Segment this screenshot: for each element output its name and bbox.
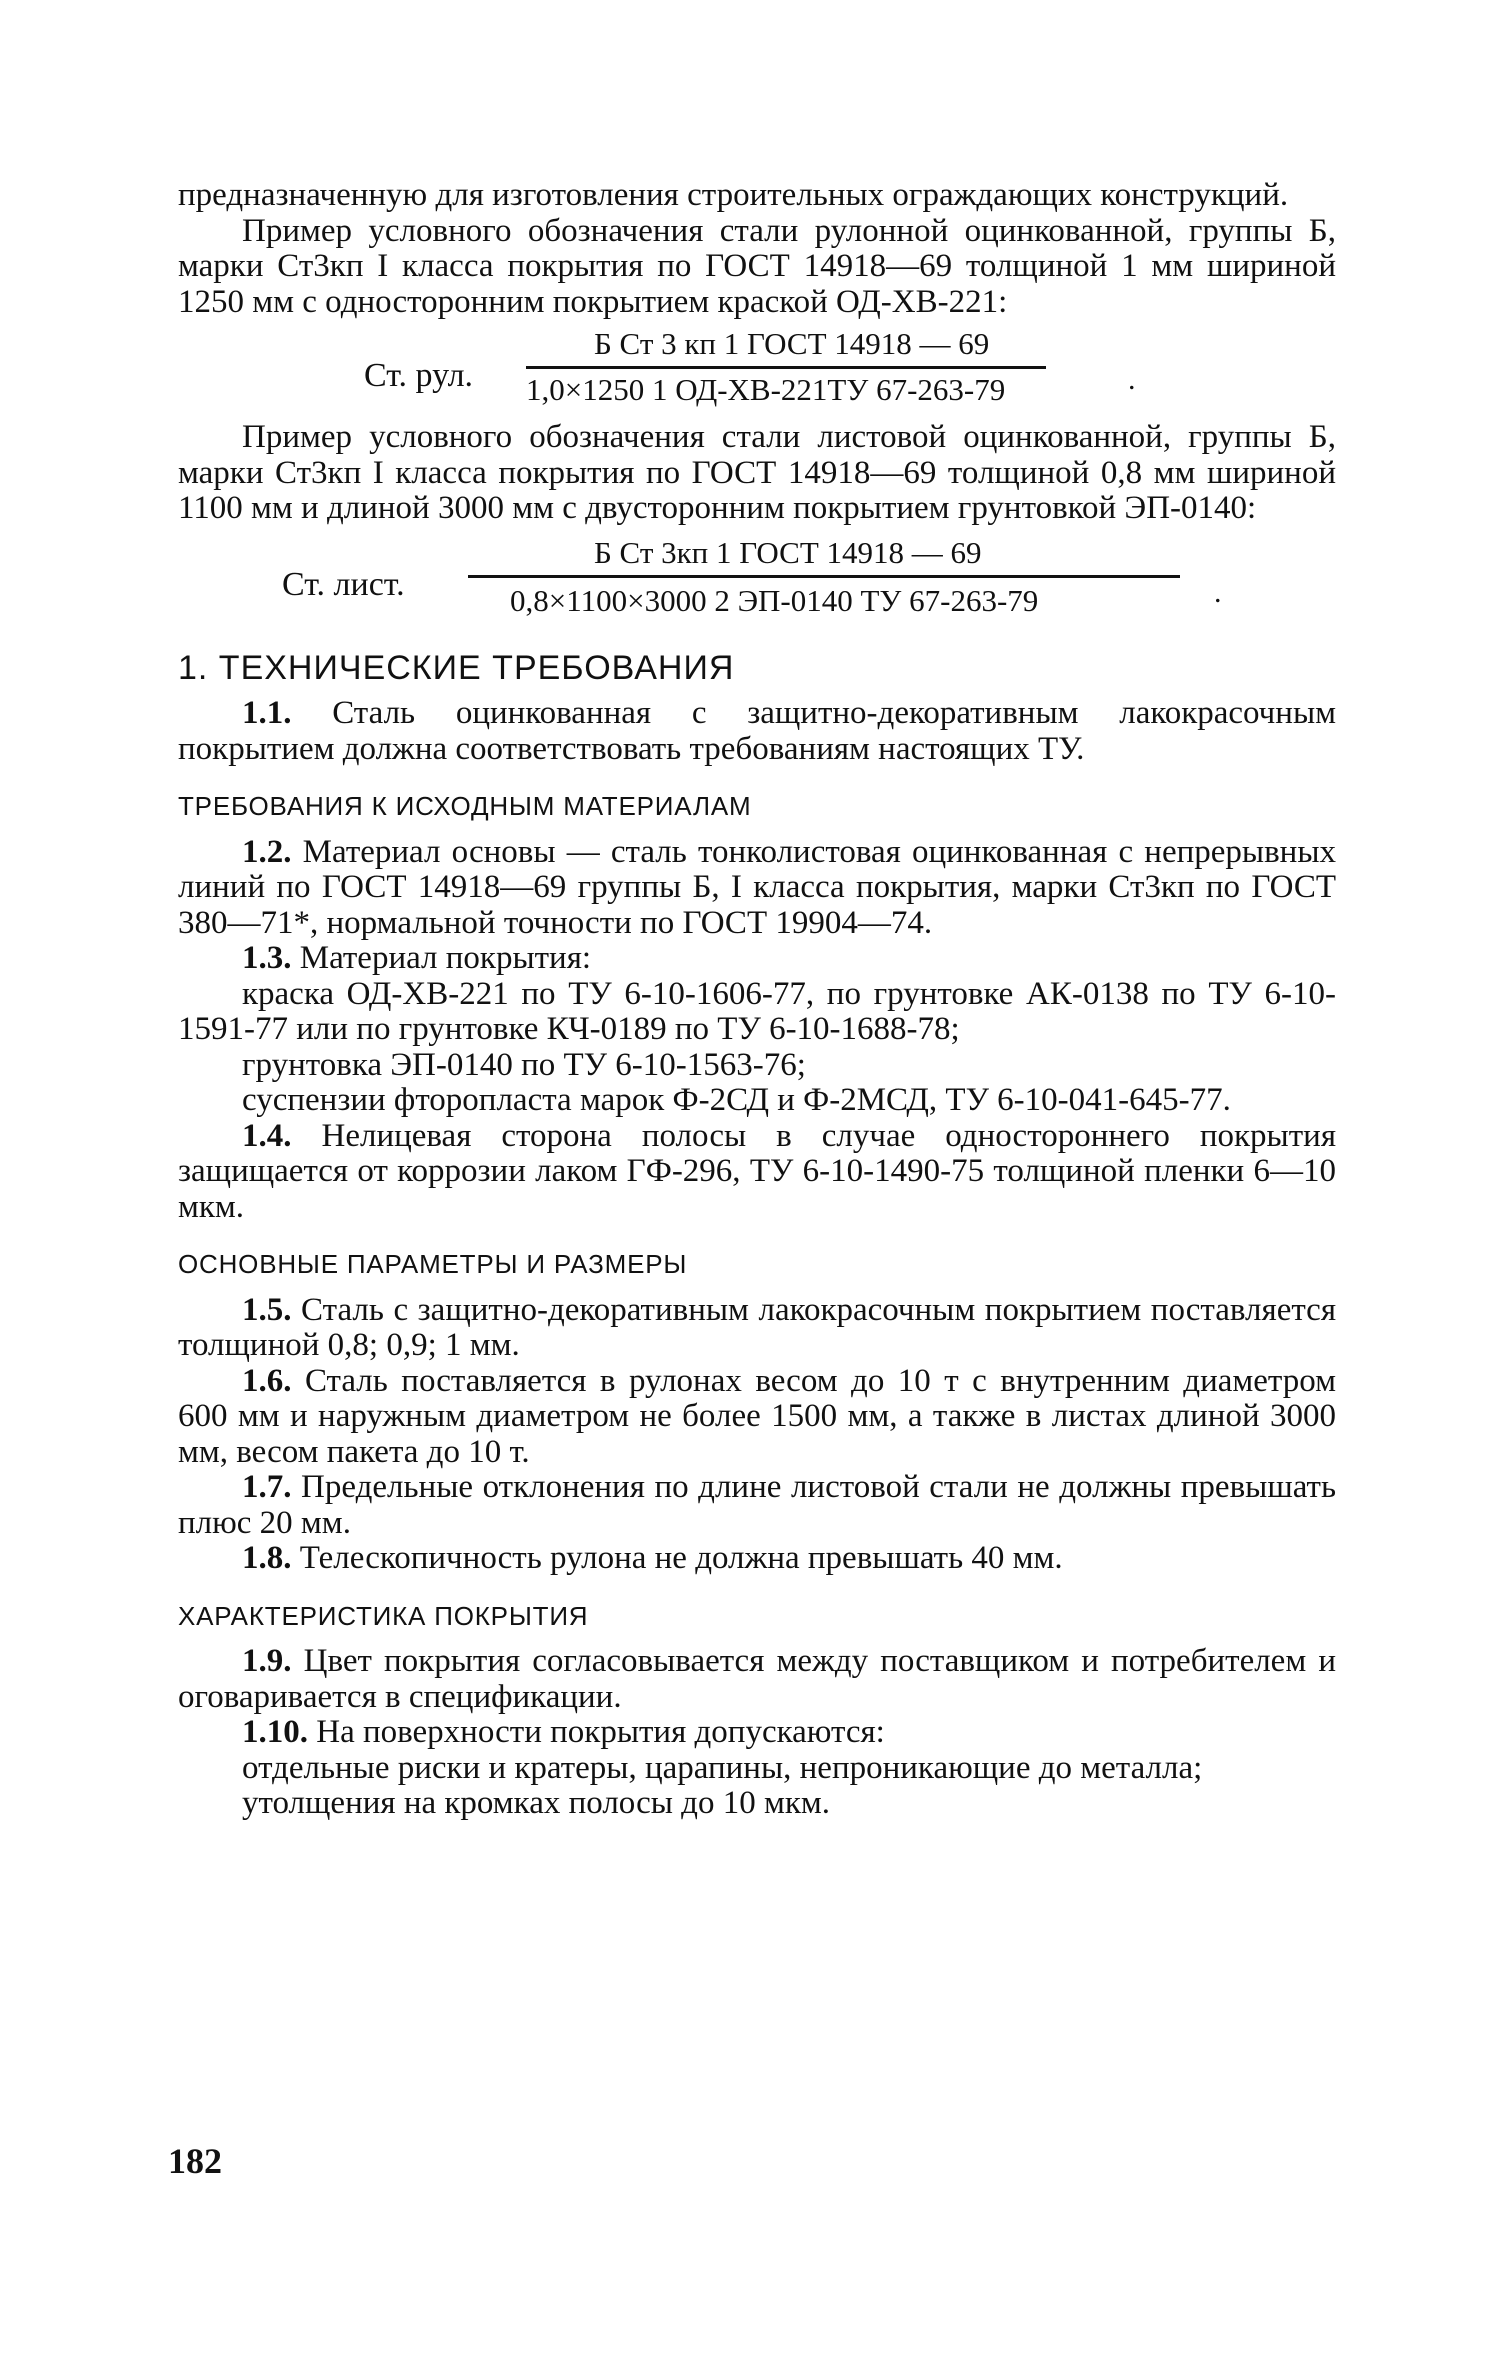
paragraph-1-5 bbox=[178, 1293, 1336, 1364]
paragraph-1-10-item-a: отдельные риски и кратеры, царапины, непроникающие до металла; bbox=[242, 1749, 1203, 1786]
paragraph-1-2 bbox=[178, 835, 1336, 942]
formula-roll-denominator: 1,0×1250 1 ОД-ХВ-221ТУ 67-263-79 bbox=[526, 372, 1006, 407]
formula-roll-tail: . bbox=[1128, 363, 1136, 396]
paragraph-text: Сталь с защитно-декоративным лакокрасочным покрытием поставляется толщиной 0,8; 0,9; 1 мм. bbox=[178, 1291, 1336, 1363]
paragraph-1-8 bbox=[178, 1541, 1336, 1577]
formula-sheet-denominator: 0,8×1100×3000 2 ЭП-0140 ТУ 67-263-79 bbox=[510, 582, 1039, 618]
paragraph-1-10-item-b: утолщения на кромках полосы до 10 мкм. bbox=[242, 1785, 831, 1821]
paragraph-1-3-item-a: краска ОД-ХВ-221 по ТУ 6-10-1606-77, по грунтовке АК-0138 по ТУ 6-10-1591-77 или по грунтовке КЧ-0189 по ТУ 6-10-1688-78; bbox=[178, 975, 1336, 1047]
section-heading-technical-requirements: 1. ТЕХНИЧЕСКИЕ ТРЕБОВАНИЯ bbox=[178, 648, 735, 687]
paragraph-1-3 bbox=[178, 941, 1336, 977]
paragraph-text: Сталь поставляется в рулонах весом до 10 т с внутренним диаметром 600 мм и наружным диаметром не более 1500 мм, а также в листах длиной 3000 мм, весом пакета до 10 т. bbox=[178, 1362, 1336, 1470]
paragraph-1-7 bbox=[178, 1470, 1336, 1541]
paragraph-number: 1.9. bbox=[242, 1643, 292, 1679]
formula-roll-numerator: Б Ст 3 кп 1 ГОСТ 14918 — 69 bbox=[594, 326, 990, 361]
paragraph-number: 1.6. bbox=[242, 1362, 292, 1399]
subsection-heading-coating: ХАРАКТЕРИСТИКА ПОКРЫТИЯ bbox=[178, 1600, 589, 1631]
formula-sheet-fraction-bar bbox=[468, 575, 1180, 578]
formula-roll-fraction-bar bbox=[526, 366, 1046, 369]
formula-roll-label: Ст. рул. bbox=[364, 357, 474, 394]
paragraph-1-10 bbox=[178, 1715, 1336, 1751]
paragraph-text: Материал основы — сталь тонколистовая оцинкованная с непрерывных линий по ГОСТ 14918—69 группы Б, I класса покрытия, марки Ст3кп по ГОСТ 380—71*, нормальной точности по ГОСТ 19904—74. bbox=[178, 833, 1336, 941]
paragraph-text: Сталь оцинкованная с защитно-декоративным лакокрасочным покрытием должна соответствовать требованиям настоящих ТУ. bbox=[178, 695, 1336, 767]
document-page bbox=[178, 178, 1336, 1822]
paragraph-number: 1.8. bbox=[242, 1540, 292, 1576]
paragraph-number: 1.4. bbox=[242, 1117, 292, 1154]
formula-sheet bbox=[178, 533, 1336, 623]
example-1-text: Пример условного обозначения стали рулонной оцинкованной, группы Б, марки Ст3кп I класса покрытия по ГОСТ 14918—69 толщиной 1 мм шириной 1250 мм с односторонним покрытием краской ОД-ХВ-221: bbox=[178, 212, 1336, 320]
paragraph-number: 1.3. bbox=[242, 940, 292, 976]
page-number: 182 bbox=[168, 2141, 222, 2181]
paragraph-number: 1.2. bbox=[242, 833, 292, 870]
formula-sheet-label: Ст. лист. bbox=[282, 565, 405, 603]
paragraph-number: 1.10. bbox=[242, 1714, 308, 1750]
paragraph-number: 1.1. bbox=[242, 695, 292, 731]
paragraph-text: Цвет покрытия согласовывается между поставщиком и потребителем и оговаривается в спецификации. bbox=[178, 1643, 1336, 1715]
paragraph-1-9 bbox=[178, 1644, 1336, 1715]
paragraph-1-4 bbox=[178, 1119, 1336, 1226]
paragraph-1-3-item-c: суспензии фторопласта марок Ф-2СД и Ф-2МСД, ТУ 6-10-041-645-77. bbox=[242, 1082, 1231, 1118]
subsection-heading-materials: ТРЕБОВАНИЯ К ИСХОДНЫМ МАТЕРИАЛАМ bbox=[178, 791, 752, 821]
paragraph-text: На поверхности покрытия допускаются: bbox=[308, 1714, 885, 1750]
paragraph-1-3-item-b: грунтовка ЭП-0140 по ТУ 6-10-1563-76; bbox=[242, 1046, 806, 1083]
formula-sheet-numerator: Б Ст 3кп 1 ГОСТ 14918 — 69 bbox=[594, 534, 982, 570]
paragraph-text: Материал покрытия: bbox=[291, 940, 592, 976]
subsection-heading-parameters: ОСНОВНЫЕ ПАРАМЕТРЫ И РАЗМЕРЫ bbox=[178, 1249, 688, 1279]
paragraph-1-6 bbox=[178, 1364, 1336, 1471]
paragraph-number: 1.7. bbox=[242, 1469, 292, 1505]
formula-roll bbox=[178, 322, 1336, 412]
formula-sheet-tail: . bbox=[1214, 575, 1222, 609]
intro-continuation: предназначенную для изготовления строительных ограждающих конструкций. bbox=[178, 177, 1289, 213]
paragraph-text: Телескопичность рулона не должна превышать 40 мм. bbox=[291, 1540, 1063, 1576]
paragraph-text: Предельные отклонения по длине листовой стали не должны превышать плюс 20 мм. bbox=[178, 1469, 1336, 1541]
paragraph-number: 1.5. bbox=[242, 1291, 292, 1328]
paragraph-1-1 bbox=[178, 696, 1336, 767]
example-2-text: Пример условного обозначения стали листовой оцинкованной, группы Б, марки Ст3кп I класса покрытия по ГОСТ 14918—69 толщиной 0,8 мм шириной 1100 мм и длиной 3000 мм с двусторонним покрытием грунтовкой ЭП-0140: bbox=[178, 419, 1336, 526]
paragraph-text: Нелицевая сторона полосы в случае одностороннего покрытия защищается от коррозии лаком ГФ-296, ТУ 6-10-1490-75 толщиной пленки 6—10 мкм. bbox=[178, 1117, 1336, 1225]
